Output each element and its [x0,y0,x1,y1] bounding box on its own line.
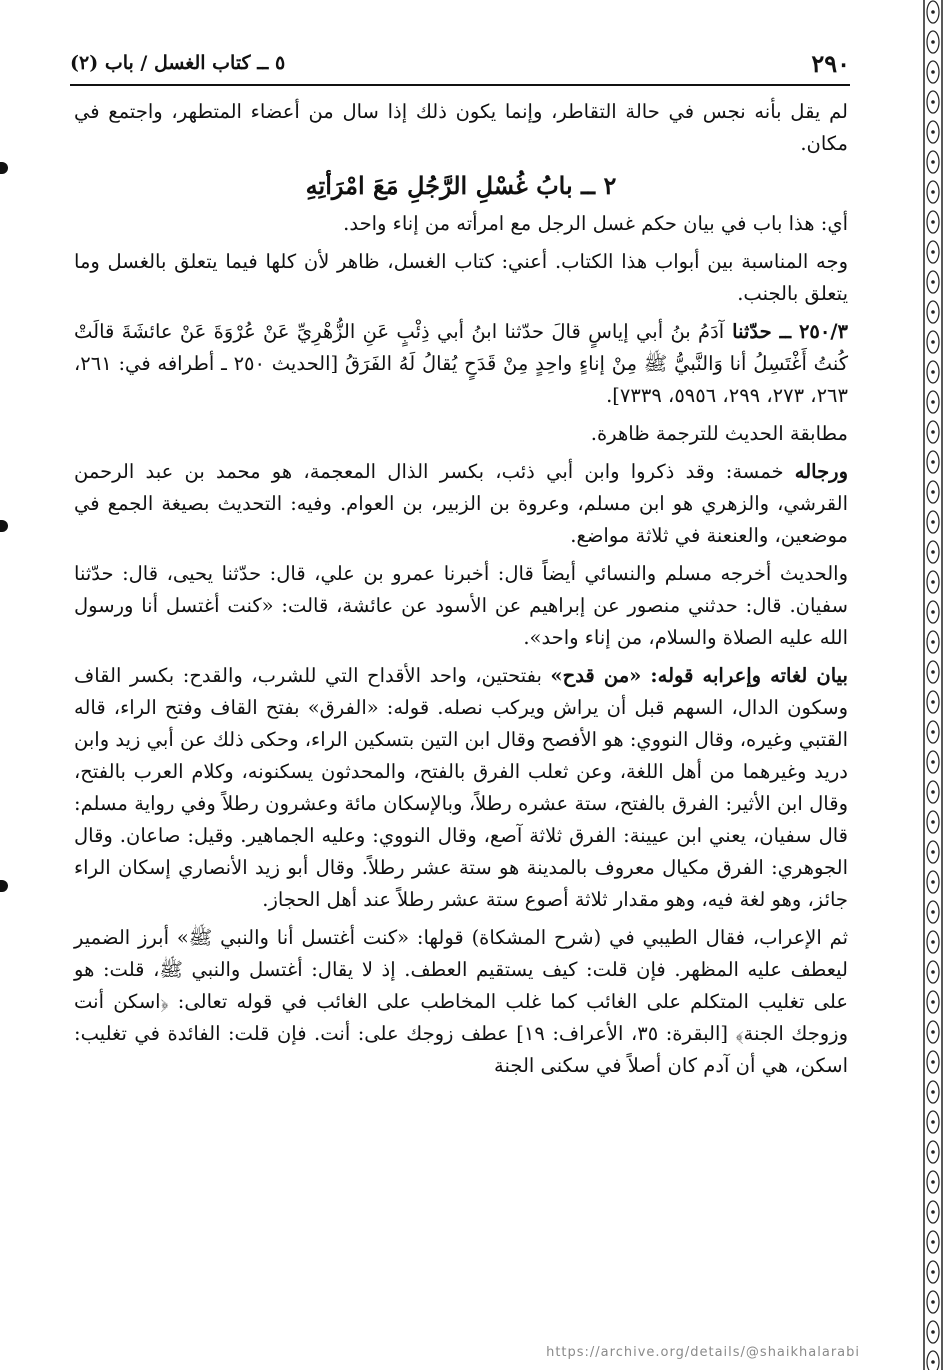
border-ornament-dot [931,430,935,434]
border-ornament-dot [931,1000,935,1004]
border-ornament-dot [931,190,935,194]
paragraph-text: بفتحتين، واحد الأقداح التي للشرب، والقدح: بكسر القاف وسكون الدال، السهم قبل أن يراش ويركب نصله. قوله: «الفرق» بفتح القاف وفتح الراء، قاله القتبي وغيره، وقال النووي: هو الأفصح وقال ابن التين بتسكين الراء، وحكى ذلك عن أبي زيد وابن دريد وغيرهما من أهل اللغة، وعن ثعلب الفرق بالفتح، والمحدثون يسكنونه، وكلام العرب بالفتح، وقال ابن الأثير: الفرق بالفتح، ستة عشره رطلاً، وبالإسكان مائة وعشرون رطلاً وفي رواية مسلم: قال سفيان، يعني ابن عيينة: الفرق ثلاثة آصع، وقال النووي: وعليه الجماهير. وقيل: صاعان. وقال الجوهري: الفرق مكيال معروف بالمدينة هو ستة عشر رطلاً. وقال أبو زيد الأنصاري إسكان الراء جائز، وهو لغة فيه، وهو مقدار ثلاثة أصوع ستة عشر رطلاً عند أهل الحجاز. [74,664,848,911]
page-header [70,46,850,80]
border-ornament-dot [931,730,935,734]
border-ornament-dot [931,1360,935,1364]
border-ornament-dot [931,610,935,614]
paragraph: وجه المناسبة بين أبواب هذا الكتاب. أعني: كتاب الغسل، ظاهر لأن كلها فيما يتعلق بالغسل وما يتعلق بالجنب. [74,250,848,305]
border-ornament-dot [931,1330,935,1334]
border-ornament-dot [931,490,935,494]
hadith-number: ٢٥٠/٣ [798,320,848,343]
border-ornament-dot [931,1120,935,1124]
border-ornament-dot [931,1180,935,1184]
paragraph: لم يقل بأنه نجس في حالة التقاطر، وإنما يكون ذلك إذا سال من أعضاء المتطهر، واجتمع في مكان. [74,100,848,155]
border-ornament-dot [931,220,935,224]
border-ornament-dot [931,1270,935,1274]
hadith-body: آدَمُ بنُ أبي إياسٍ قالَ حدّثنا ابنُ أبي ذِئْبٍ عَنِ الزُّهْرِيِّ عَنْ عُرْوَةَ عَنْ عائشَةَ قالَتْ كُنتُ أَغْتَسِلُ أنا وَالنَّبيُّ ﷺ مِنْ إناءٍ واحِدٍ مِنْ قَدَحٍ يُقالُ لَهُ الفَرَقُ [الحديث ٢٥٠ ـ أطرافه في: ٢٦١، ٢٦٣، ٢٧٣، ٢٩٩، ٥٩٥٦، ٧٣٣٩]. [74,320,848,407]
border-ornament-dot [931,940,935,944]
border-ornament-dot [931,130,935,134]
header-rule [70,84,850,86]
border-ornament-dot [931,160,935,164]
page-body [74,96,848,1088]
chapter-heading: ٢ ــ بابُ غُسْلِ الرَّجُلِ مَعَ امْرَأتِهِ [305,171,617,200]
border-ornament-dot [931,280,935,284]
scan-edge-mark [0,880,8,892]
border-ornament-dot [931,790,935,794]
hadith-text [74,316,848,412]
border-ornament-dot [931,520,935,524]
border-ornament-dot [931,820,935,824]
paragraph: مطابقة الحديث للترجمة ظاهرة. [590,422,848,445]
paragraph: ثم الإعراب، فقال الطيبي في (شرح المشكاة) قولها: «كنت أغتسل أنا والنبي ﷺ» أبرز الضمير ليعطف عليه المظهر. فإن قلت: كيف يستقيم العطف. إذ لا يقال: أغتسل والنبي ﷺ، قلت: هو على تغليب المتكلم على الغائب كما غلب المخاطب على الغائب في قوله تعالى: ﴿اسكن أنت وزوجك الجنة﴾ [البقرة: ٣٥، الأعراف: ١٩] عطف زوجك على: أنت. فإن قلت: الفائدة في تغليب: اسكن، هي أن آدم كان أصلاً في سكنى الجنة [74,926,849,1077]
scan-edge-mark [0,520,8,532]
border-ornament-dot [931,1030,935,1034]
border-ornament-dot [931,880,935,884]
paragraph-lead: ورجاله [794,460,848,483]
paragraph [74,456,848,552]
border-ornament-dot [931,100,935,104]
paragraph: أي: هذا باب في بيان حكم غسل الرجل مع امرأته من إناء واحد. [343,212,848,235]
border-ornament-dot [931,40,935,44]
paragraph [74,660,848,916]
border-ornament-dot [931,970,935,974]
page-number: ٢٩٠ [811,48,850,78]
scan-edge-mark [0,162,8,174]
border-ornament-dot [931,1090,935,1094]
border-ornament-dot [931,400,935,404]
border-ornament-dot [931,10,935,14]
border-ornament-dot [931,310,935,314]
border-ornament-dot [931,700,935,704]
border-ornament-dot [931,640,935,644]
paragraph-lead: بيان لغاته وإعرابه قوله: «من قدح» [550,664,848,687]
border-ornament-dot [931,760,935,764]
border-ornament-dot [931,1150,935,1154]
border-ornament-dot [931,580,935,584]
border-ornament-dot [931,1300,935,1304]
border-ornament-dot [931,1240,935,1244]
border-ornament-dot [931,370,935,374]
paragraph: والحديث أخرجه مسلم والنسائي أيضاً قال: أخبرنا عمرو بن علي، قال: حدّثنا يحيى، قال: حدّثنا سفيان. قال: حدثني منصور عن إبراهيم عن الأسود عن عائشة، قالت: «كنت أغتسل أنا ورسول الله عليه الصلاة والسلام، من إناء واحد». [74,562,848,649]
border-ornament-dot [931,910,935,914]
border-ornament-dot [931,550,935,554]
border-ornament-dot [931,670,935,674]
border-ornament-dot [931,460,935,464]
border-ornament-dot [931,1060,935,1064]
hadith-chain-marker: ــ حدّثنا [724,320,799,343]
border-ornament-dot [931,340,935,344]
paragraph-text: خمسة: وقد ذكروا وابن أبي ذئب، بكسر الذال المعجمة، هو محمد بن عبد الرحمن القرشي، والزهري هو ابن مسلم، وعروة بن الزبير، بن العوام. وفيه: التحديث بصيغة الجمع في موضعين، والعنعنة في ثلاثة مواضع. [74,460,848,547]
running-title: ٥ ــ كتاب الغسل / باب (٢) [70,52,286,74]
border-ornament-dot [931,1210,935,1214]
decorative-border [876,0,946,1370]
watermark-url: https://archive.org/details/@shaikhalarabi [546,1345,860,1360]
border-ornament-dot [931,250,935,254]
border-ornament-dot [931,70,935,74]
border-ornament-dot [931,850,935,854]
